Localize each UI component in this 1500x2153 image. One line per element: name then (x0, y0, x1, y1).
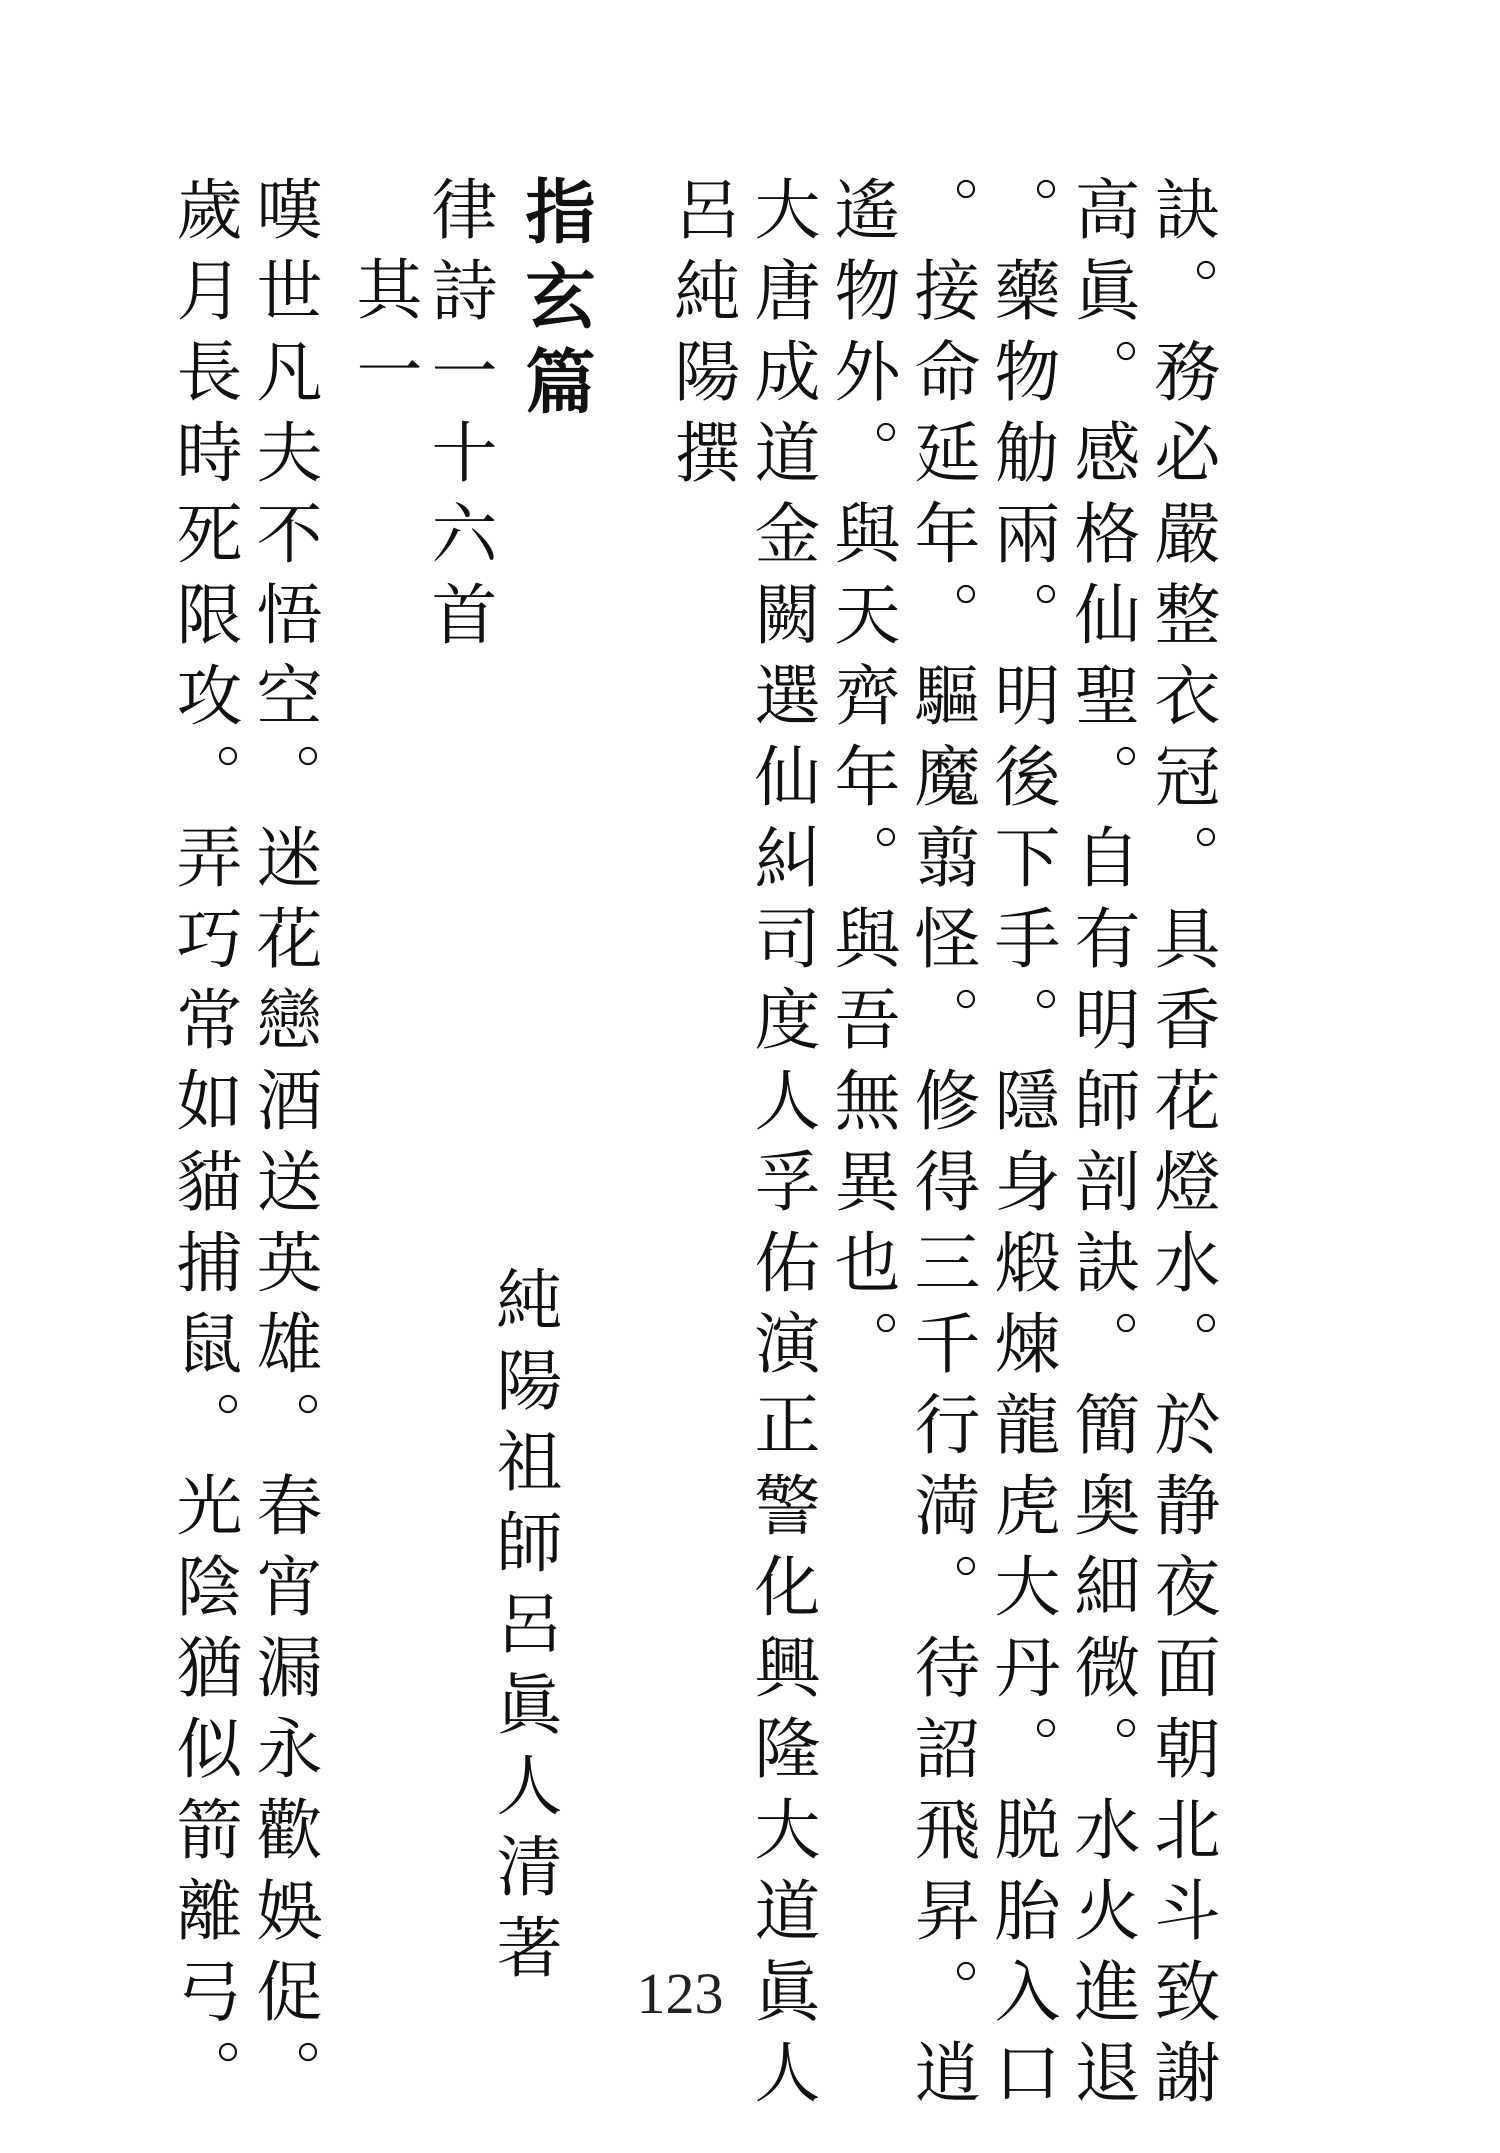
poem-line-1: 嘆世凡夫不悟空。迷花戀酒送英雄。春宵漏永歡娛促。 (245, 175, 322, 2119)
chapter-title: 指玄篇 (514, 175, 597, 430)
chapter-author: 純陽祖師呂眞人清著 (485, 1265, 562, 1994)
text-column-3: 。藥物觔兩。明後下手。隱身煅煉龍虎大丹。脱胎入口 (983, 175, 1060, 2119)
text-column-5: 遙物外。與天齊年。與吾無異也。 (823, 175, 900, 1390)
text-column-2: 高眞。感格仙聖。自有明師剖訣。簡奥細微。水火進退 (1063, 175, 1140, 2119)
text-column-4: 。接命延年。驅魔翦怪。修得三千行満。待詔飛昇。逍 (903, 175, 980, 2119)
poem-line-2: 歲月長時死限攻。弄巧常如貓捕鼠。光陰猶似箭離弓。 (165, 175, 242, 2119)
page-number: 123 (636, 1961, 724, 2026)
section-title: 律詩一十六首 (420, 175, 497, 661)
text-column-1: 訣。務必嚴整衣冠。具香花燈水。於静夜面朝北斗致謝 (1143, 175, 1220, 2119)
author-title-column: 大唐成道金闕選仙糾司度人孚佑演正警化興隆大道眞人 (743, 175, 820, 2119)
author-attribution: 呂純陽撰 (663, 175, 740, 499)
poem-number: 其一 (345, 255, 422, 417)
